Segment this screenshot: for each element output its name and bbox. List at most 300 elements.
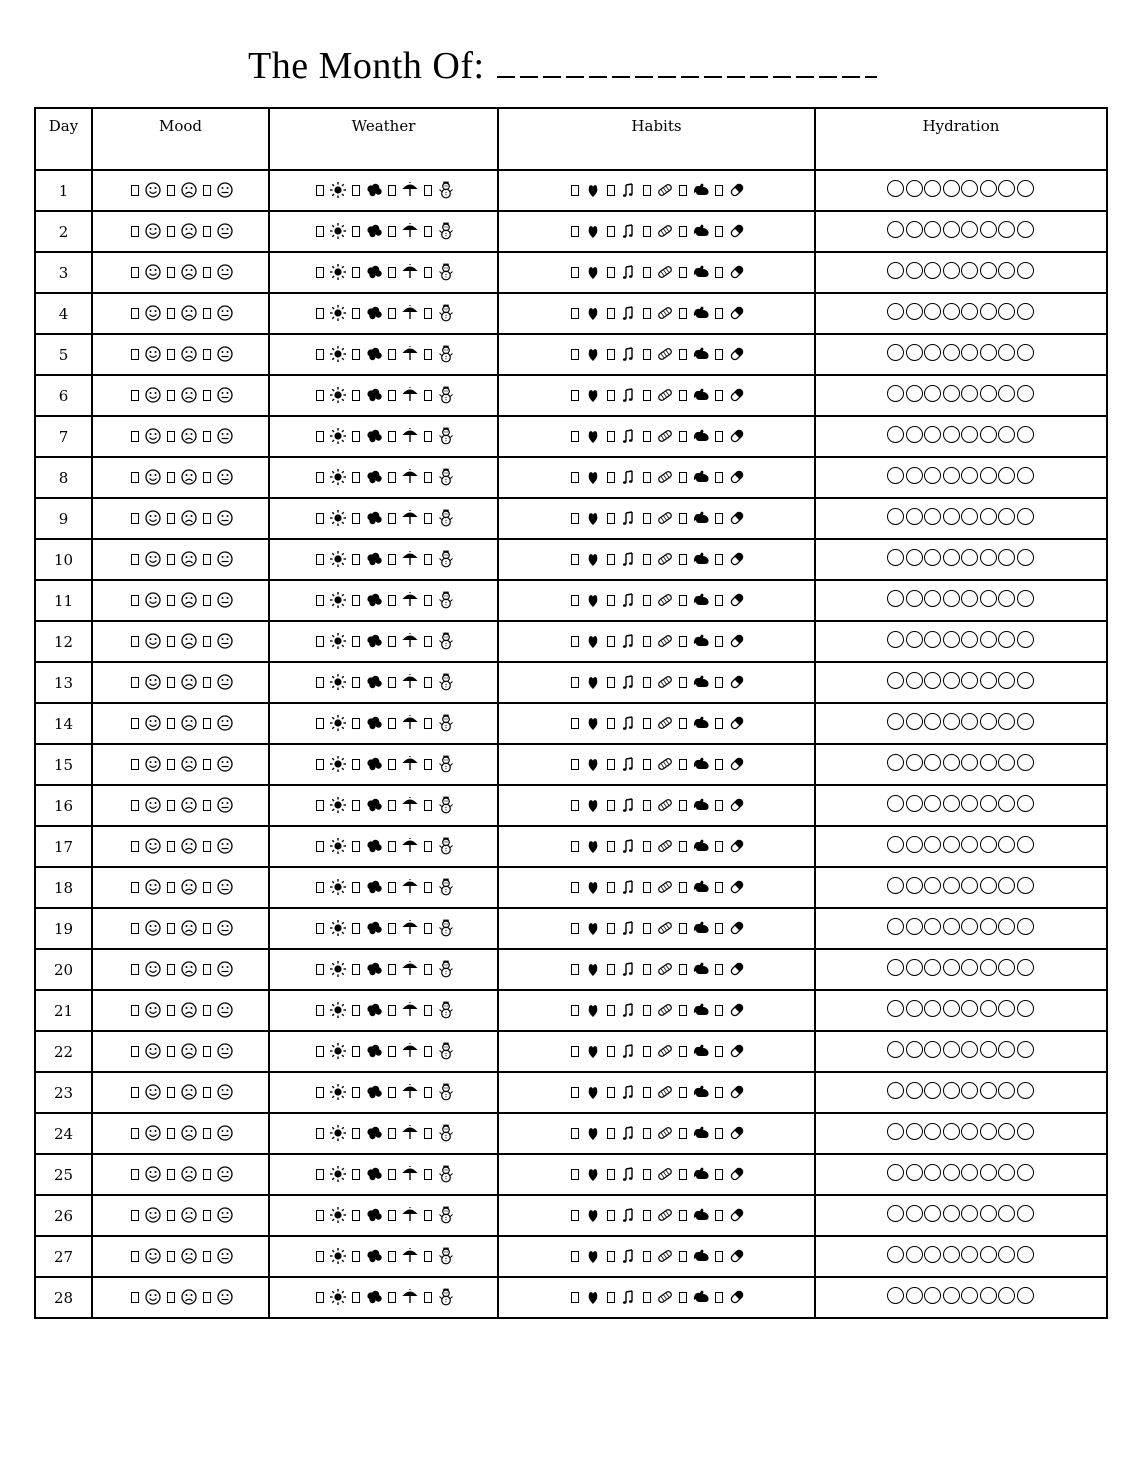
- water-glass-circle[interactable]: [998, 1123, 1015, 1140]
- water-glass-circle[interactable]: [887, 959, 904, 976]
- checkbox[interactable]: [679, 349, 687, 360]
- checkbox[interactable]: [607, 718, 615, 729]
- checkbox[interactable]: [571, 800, 579, 811]
- checkbox[interactable]: [679, 800, 687, 811]
- water-glass-circle[interactable]: [1017, 1287, 1034, 1304]
- water-glass-circle[interactable]: [943, 754, 960, 771]
- water-glass-circle[interactable]: [980, 1246, 997, 1263]
- checkbox[interactable]: [352, 1005, 360, 1016]
- checkbox[interactable]: [167, 1046, 175, 1057]
- checkbox[interactable]: [607, 513, 615, 524]
- checkbox[interactable]: [352, 677, 360, 688]
- water-glass-circle[interactable]: [906, 467, 923, 484]
- checkbox[interactable]: [424, 1292, 432, 1303]
- water-glass-circle[interactable]: [943, 1287, 960, 1304]
- water-glass-circle[interactable]: [887, 877, 904, 894]
- water-glass-circle[interactable]: [1017, 467, 1034, 484]
- water-glass-circle[interactable]: [906, 836, 923, 853]
- water-glass-circle[interactable]: [887, 795, 904, 812]
- water-glass-circle[interactable]: [887, 713, 904, 730]
- checkbox[interactable]: [352, 636, 360, 647]
- checkbox[interactable]: [131, 431, 139, 442]
- checkbox[interactable]: [316, 923, 324, 934]
- water-glass-circle[interactable]: [1017, 877, 1034, 894]
- checkbox[interactable]: [571, 308, 579, 319]
- checkbox[interactable]: [167, 1169, 175, 1180]
- water-glass-circle[interactable]: [961, 754, 978, 771]
- water-glass-circle[interactable]: [980, 672, 997, 689]
- checkbox[interactable]: [643, 800, 651, 811]
- checkbox[interactable]: [388, 1005, 396, 1016]
- checkbox[interactable]: [643, 636, 651, 647]
- water-glass-circle[interactable]: [980, 795, 997, 812]
- checkbox[interactable]: [388, 800, 396, 811]
- water-glass-circle[interactable]: [998, 1000, 1015, 1017]
- water-glass-circle[interactable]: [1017, 426, 1034, 443]
- checkbox[interactable]: [643, 267, 651, 278]
- checkbox[interactable]: [352, 923, 360, 934]
- water-glass-circle[interactable]: [943, 262, 960, 279]
- water-glass-circle[interactable]: [998, 180, 1015, 197]
- checkbox[interactable]: [679, 308, 687, 319]
- checkbox[interactable]: [679, 1005, 687, 1016]
- water-glass-circle[interactable]: [998, 1082, 1015, 1099]
- checkbox[interactable]: [424, 1169, 432, 1180]
- checkbox[interactable]: [607, 472, 615, 483]
- checkbox[interactable]: [316, 513, 324, 524]
- water-glass-circle[interactable]: [887, 1287, 904, 1304]
- checkbox[interactable]: [131, 185, 139, 196]
- checkbox[interactable]: [316, 226, 324, 237]
- water-glass-circle[interactable]: [943, 672, 960, 689]
- water-glass-circle[interactable]: [887, 344, 904, 361]
- checkbox[interactable]: [352, 431, 360, 442]
- water-glass-circle[interactable]: [943, 1164, 960, 1181]
- checkbox[interactable]: [424, 677, 432, 688]
- checkbox[interactable]: [167, 267, 175, 278]
- water-glass-circle[interactable]: [906, 426, 923, 443]
- checkbox[interactable]: [607, 1087, 615, 1098]
- water-glass-circle[interactable]: [998, 549, 1015, 566]
- water-glass-circle[interactable]: [906, 303, 923, 320]
- checkbox[interactable]: [679, 513, 687, 524]
- checkbox[interactable]: [316, 1005, 324, 1016]
- checkbox[interactable]: [203, 1292, 211, 1303]
- water-glass-circle[interactable]: [961, 1000, 978, 1017]
- checkbox[interactable]: [424, 636, 432, 647]
- checkbox[interactable]: [715, 349, 723, 360]
- checkbox[interactable]: [643, 759, 651, 770]
- checkbox[interactable]: [388, 185, 396, 196]
- water-glass-circle[interactable]: [961, 877, 978, 894]
- checkbox[interactable]: [679, 1046, 687, 1057]
- checkbox[interactable]: [424, 1210, 432, 1221]
- water-glass-circle[interactable]: [924, 262, 941, 279]
- water-glass-circle[interactable]: [887, 303, 904, 320]
- checkbox[interactable]: [388, 1169, 396, 1180]
- checkbox[interactable]: [607, 185, 615, 196]
- water-glass-circle[interactable]: [961, 549, 978, 566]
- water-glass-circle[interactable]: [998, 1246, 1015, 1263]
- water-glass-circle[interactable]: [1017, 590, 1034, 607]
- water-glass-circle[interactable]: [961, 467, 978, 484]
- checkbox[interactable]: [424, 390, 432, 401]
- water-glass-circle[interactable]: [1017, 262, 1034, 279]
- checkbox[interactable]: [316, 308, 324, 319]
- checkbox[interactable]: [352, 390, 360, 401]
- water-glass-circle[interactable]: [924, 754, 941, 771]
- checkbox[interactable]: [352, 718, 360, 729]
- checkbox[interactable]: [388, 964, 396, 975]
- checkbox[interactable]: [316, 185, 324, 196]
- checkbox[interactable]: [571, 595, 579, 606]
- water-glass-circle[interactable]: [961, 1205, 978, 1222]
- checkbox[interactable]: [571, 677, 579, 688]
- checkbox[interactable]: [388, 1210, 396, 1221]
- water-glass-circle[interactable]: [1017, 549, 1034, 566]
- checkbox[interactable]: [352, 1292, 360, 1303]
- checkbox[interactable]: [167, 882, 175, 893]
- water-glass-circle[interactable]: [998, 713, 1015, 730]
- checkbox[interactable]: [352, 472, 360, 483]
- water-glass-circle[interactable]: [998, 262, 1015, 279]
- water-glass-circle[interactable]: [924, 385, 941, 402]
- water-glass-circle[interactable]: [1017, 672, 1034, 689]
- checkbox[interactable]: [167, 390, 175, 401]
- water-glass-circle[interactable]: [924, 1000, 941, 1017]
- checkbox[interactable]: [715, 759, 723, 770]
- checkbox[interactable]: [679, 841, 687, 852]
- checkbox[interactable]: [643, 882, 651, 893]
- checkbox[interactable]: [167, 1005, 175, 1016]
- checkbox[interactable]: [607, 1169, 615, 1180]
- water-glass-circle[interactable]: [943, 426, 960, 443]
- checkbox[interactable]: [167, 185, 175, 196]
- water-glass-circle[interactable]: [943, 1205, 960, 1222]
- water-glass-circle[interactable]: [980, 549, 997, 566]
- checkbox[interactable]: [352, 1087, 360, 1098]
- checkbox[interactable]: [131, 1046, 139, 1057]
- checkbox[interactable]: [715, 923, 723, 934]
- checkbox[interactable]: [203, 677, 211, 688]
- water-glass-circle[interactable]: [924, 959, 941, 976]
- water-glass-circle[interactable]: [998, 385, 1015, 402]
- water-glass-circle[interactable]: [924, 877, 941, 894]
- checkbox[interactable]: [388, 1128, 396, 1139]
- checkbox[interactable]: [571, 1046, 579, 1057]
- checkbox[interactable]: [715, 1005, 723, 1016]
- checkbox[interactable]: [388, 349, 396, 360]
- water-glass-circle[interactable]: [961, 344, 978, 361]
- checkbox[interactable]: [571, 431, 579, 442]
- checkbox[interactable]: [352, 308, 360, 319]
- water-glass-circle[interactable]: [980, 959, 997, 976]
- water-glass-circle[interactable]: [906, 959, 923, 976]
- checkbox[interactable]: [679, 472, 687, 483]
- checkbox[interactable]: [203, 759, 211, 770]
- water-glass-circle[interactable]: [980, 467, 997, 484]
- checkbox[interactable]: [131, 1128, 139, 1139]
- water-glass-circle[interactable]: [980, 918, 997, 935]
- checkbox[interactable]: [388, 390, 396, 401]
- checkbox[interactable]: [715, 308, 723, 319]
- checkbox[interactable]: [643, 718, 651, 729]
- water-glass-circle[interactable]: [961, 1164, 978, 1181]
- checkbox[interactable]: [607, 1005, 615, 1016]
- water-glass-circle[interactable]: [906, 1164, 923, 1181]
- checkbox[interactable]: [679, 882, 687, 893]
- water-glass-circle[interactable]: [961, 303, 978, 320]
- checkbox[interactable]: [203, 390, 211, 401]
- checkbox[interactable]: [388, 267, 396, 278]
- checkbox[interactable]: [424, 267, 432, 278]
- checkbox[interactable]: [167, 1128, 175, 1139]
- checkbox[interactable]: [316, 595, 324, 606]
- checkbox[interactable]: [167, 308, 175, 319]
- checkbox[interactable]: [203, 1169, 211, 1180]
- checkbox[interactable]: [131, 1169, 139, 1180]
- checkbox[interactable]: [316, 759, 324, 770]
- water-glass-circle[interactable]: [906, 344, 923, 361]
- checkbox[interactable]: [571, 185, 579, 196]
- checkbox[interactable]: [316, 1087, 324, 1098]
- water-glass-circle[interactable]: [980, 1287, 997, 1304]
- water-glass-circle[interactable]: [924, 467, 941, 484]
- checkbox[interactable]: [203, 267, 211, 278]
- checkbox[interactable]: [679, 554, 687, 565]
- checkbox[interactable]: [643, 841, 651, 852]
- checkbox[interactable]: [679, 390, 687, 401]
- checkbox[interactable]: [167, 923, 175, 934]
- checkbox[interactable]: [679, 1210, 687, 1221]
- water-glass-circle[interactable]: [943, 1123, 960, 1140]
- checkbox[interactable]: [607, 923, 615, 934]
- checkbox[interactable]: [571, 1128, 579, 1139]
- water-glass-circle[interactable]: [906, 1205, 923, 1222]
- water-glass-circle[interactable]: [924, 303, 941, 320]
- checkbox[interactable]: [167, 718, 175, 729]
- checkbox[interactable]: [571, 1292, 579, 1303]
- water-glass-circle[interactable]: [961, 1082, 978, 1099]
- water-glass-circle[interactable]: [943, 344, 960, 361]
- checkbox[interactable]: [131, 595, 139, 606]
- water-glass-circle[interactable]: [1017, 918, 1034, 935]
- checkbox[interactable]: [571, 636, 579, 647]
- water-glass-circle[interactable]: [980, 426, 997, 443]
- checkbox[interactable]: [643, 964, 651, 975]
- checkbox[interactable]: [316, 1251, 324, 1262]
- checkbox[interactable]: [424, 226, 432, 237]
- checkbox[interactable]: [352, 349, 360, 360]
- checkbox[interactable]: [424, 595, 432, 606]
- checkbox[interactable]: [643, 1169, 651, 1180]
- checkbox[interactable]: [643, 513, 651, 524]
- water-glass-circle[interactable]: [906, 1123, 923, 1140]
- checkbox[interactable]: [571, 1169, 579, 1180]
- checkbox[interactable]: [167, 1087, 175, 1098]
- checkbox[interactable]: [715, 390, 723, 401]
- water-glass-circle[interactable]: [887, 426, 904, 443]
- water-glass-circle[interactable]: [906, 221, 923, 238]
- water-glass-circle[interactable]: [980, 180, 997, 197]
- checkbox[interactable]: [131, 390, 139, 401]
- water-glass-circle[interactable]: [1017, 1205, 1034, 1222]
- checkbox[interactable]: [203, 841, 211, 852]
- checkbox[interactable]: [424, 1046, 432, 1057]
- water-glass-circle[interactable]: [924, 426, 941, 443]
- water-glass-circle[interactable]: [887, 385, 904, 402]
- water-glass-circle[interactable]: [906, 549, 923, 566]
- checkbox[interactable]: [607, 226, 615, 237]
- water-glass-circle[interactable]: [1017, 1000, 1034, 1017]
- water-glass-circle[interactable]: [1017, 1041, 1034, 1058]
- water-glass-circle[interactable]: [1017, 631, 1034, 648]
- month-blank-line[interactable]: [497, 48, 877, 78]
- water-glass-circle[interactable]: [980, 303, 997, 320]
- checkbox[interactable]: [424, 472, 432, 483]
- checkbox[interactable]: [715, 431, 723, 442]
- checkbox[interactable]: [352, 1251, 360, 1262]
- water-glass-circle[interactable]: [906, 918, 923, 935]
- checkbox[interactable]: [316, 267, 324, 278]
- water-glass-circle[interactable]: [887, 467, 904, 484]
- checkbox[interactable]: [607, 636, 615, 647]
- checkbox[interactable]: [131, 1210, 139, 1221]
- checkbox[interactable]: [167, 472, 175, 483]
- checkbox[interactable]: [643, 1251, 651, 1262]
- checkbox[interactable]: [167, 554, 175, 565]
- water-glass-circle[interactable]: [887, 508, 904, 525]
- checkbox[interactable]: [715, 677, 723, 688]
- water-glass-circle[interactable]: [943, 631, 960, 648]
- checkbox[interactable]: [643, 1087, 651, 1098]
- water-glass-circle[interactable]: [887, 1000, 904, 1017]
- checkbox[interactable]: [167, 1251, 175, 1262]
- water-glass-circle[interactable]: [906, 1287, 923, 1304]
- water-glass-circle[interactable]: [998, 754, 1015, 771]
- water-glass-circle[interactable]: [961, 385, 978, 402]
- water-glass-circle[interactable]: [924, 549, 941, 566]
- water-glass-circle[interactable]: [906, 180, 923, 197]
- water-glass-circle[interactable]: [980, 262, 997, 279]
- checkbox[interactable]: [388, 841, 396, 852]
- checkbox[interactable]: [424, 759, 432, 770]
- checkbox[interactable]: [131, 1251, 139, 1262]
- water-glass-circle[interactable]: [943, 303, 960, 320]
- checkbox[interactable]: [203, 800, 211, 811]
- checkbox[interactable]: [424, 923, 432, 934]
- water-glass-circle[interactable]: [961, 672, 978, 689]
- water-glass-circle[interactable]: [980, 836, 997, 853]
- checkbox[interactable]: [131, 1087, 139, 1098]
- water-glass-circle[interactable]: [924, 180, 941, 197]
- water-glass-circle[interactable]: [980, 1123, 997, 1140]
- checkbox[interactable]: [679, 1169, 687, 1180]
- checkbox[interactable]: [167, 759, 175, 770]
- checkbox[interactable]: [424, 964, 432, 975]
- checkbox[interactable]: [715, 882, 723, 893]
- water-glass-circle[interactable]: [943, 836, 960, 853]
- checkbox[interactable]: [316, 390, 324, 401]
- water-glass-circle[interactable]: [943, 918, 960, 935]
- water-glass-circle[interactable]: [1017, 303, 1034, 320]
- checkbox[interactable]: [679, 1292, 687, 1303]
- checkbox[interactable]: [203, 595, 211, 606]
- checkbox[interactable]: [388, 472, 396, 483]
- checkbox[interactable]: [643, 1292, 651, 1303]
- checkbox[interactable]: [352, 1046, 360, 1057]
- checkbox[interactable]: [715, 800, 723, 811]
- checkbox[interactable]: [715, 1210, 723, 1221]
- checkbox[interactable]: [424, 308, 432, 319]
- checkbox[interactable]: [352, 226, 360, 237]
- water-glass-circle[interactable]: [887, 672, 904, 689]
- checkbox[interactable]: [679, 267, 687, 278]
- checkbox[interactable]: [167, 677, 175, 688]
- checkbox[interactable]: [679, 1251, 687, 1262]
- checkbox[interactable]: [316, 677, 324, 688]
- water-glass-circle[interactable]: [998, 426, 1015, 443]
- water-glass-circle[interactable]: [887, 221, 904, 238]
- checkbox[interactable]: [715, 513, 723, 524]
- checkbox[interactable]: [316, 472, 324, 483]
- water-glass-circle[interactable]: [998, 344, 1015, 361]
- checkbox[interactable]: [388, 595, 396, 606]
- checkbox[interactable]: [131, 513, 139, 524]
- checkbox[interactable]: [424, 431, 432, 442]
- water-glass-circle[interactable]: [961, 180, 978, 197]
- water-glass-circle[interactable]: [980, 1000, 997, 1017]
- checkbox[interactable]: [352, 964, 360, 975]
- water-glass-circle[interactable]: [887, 1123, 904, 1140]
- water-glass-circle[interactable]: [998, 631, 1015, 648]
- checkbox[interactable]: [643, 923, 651, 934]
- water-glass-circle[interactable]: [943, 508, 960, 525]
- checkbox[interactable]: [203, 1005, 211, 1016]
- checkbox[interactable]: [203, 226, 211, 237]
- checkbox[interactable]: [352, 800, 360, 811]
- water-glass-circle[interactable]: [980, 1164, 997, 1181]
- water-glass-circle[interactable]: [906, 1246, 923, 1263]
- checkbox[interactable]: [679, 185, 687, 196]
- water-glass-circle[interactable]: [943, 1000, 960, 1017]
- checkbox[interactable]: [167, 513, 175, 524]
- checkbox[interactable]: [167, 1292, 175, 1303]
- checkbox[interactable]: [571, 349, 579, 360]
- water-glass-circle[interactable]: [906, 754, 923, 771]
- water-glass-circle[interactable]: [980, 1082, 997, 1099]
- checkbox[interactable]: [316, 882, 324, 893]
- water-glass-circle[interactable]: [924, 672, 941, 689]
- checkbox[interactable]: [607, 882, 615, 893]
- water-glass-circle[interactable]: [1017, 385, 1034, 402]
- checkbox[interactable]: [607, 349, 615, 360]
- water-glass-circle[interactable]: [887, 1041, 904, 1058]
- checkbox[interactable]: [352, 1169, 360, 1180]
- checkbox[interactable]: [607, 1210, 615, 1221]
- water-glass-circle[interactable]: [980, 1205, 997, 1222]
- checkbox[interactable]: [679, 923, 687, 934]
- water-glass-circle[interactable]: [961, 1123, 978, 1140]
- checkbox[interactable]: [715, 267, 723, 278]
- checkbox[interactable]: [715, 1046, 723, 1057]
- checkbox[interactable]: [643, 595, 651, 606]
- checkbox[interactable]: [131, 677, 139, 688]
- water-glass-circle[interactable]: [980, 877, 997, 894]
- checkbox[interactable]: [424, 718, 432, 729]
- checkbox[interactable]: [352, 554, 360, 565]
- water-glass-circle[interactable]: [1017, 1082, 1034, 1099]
